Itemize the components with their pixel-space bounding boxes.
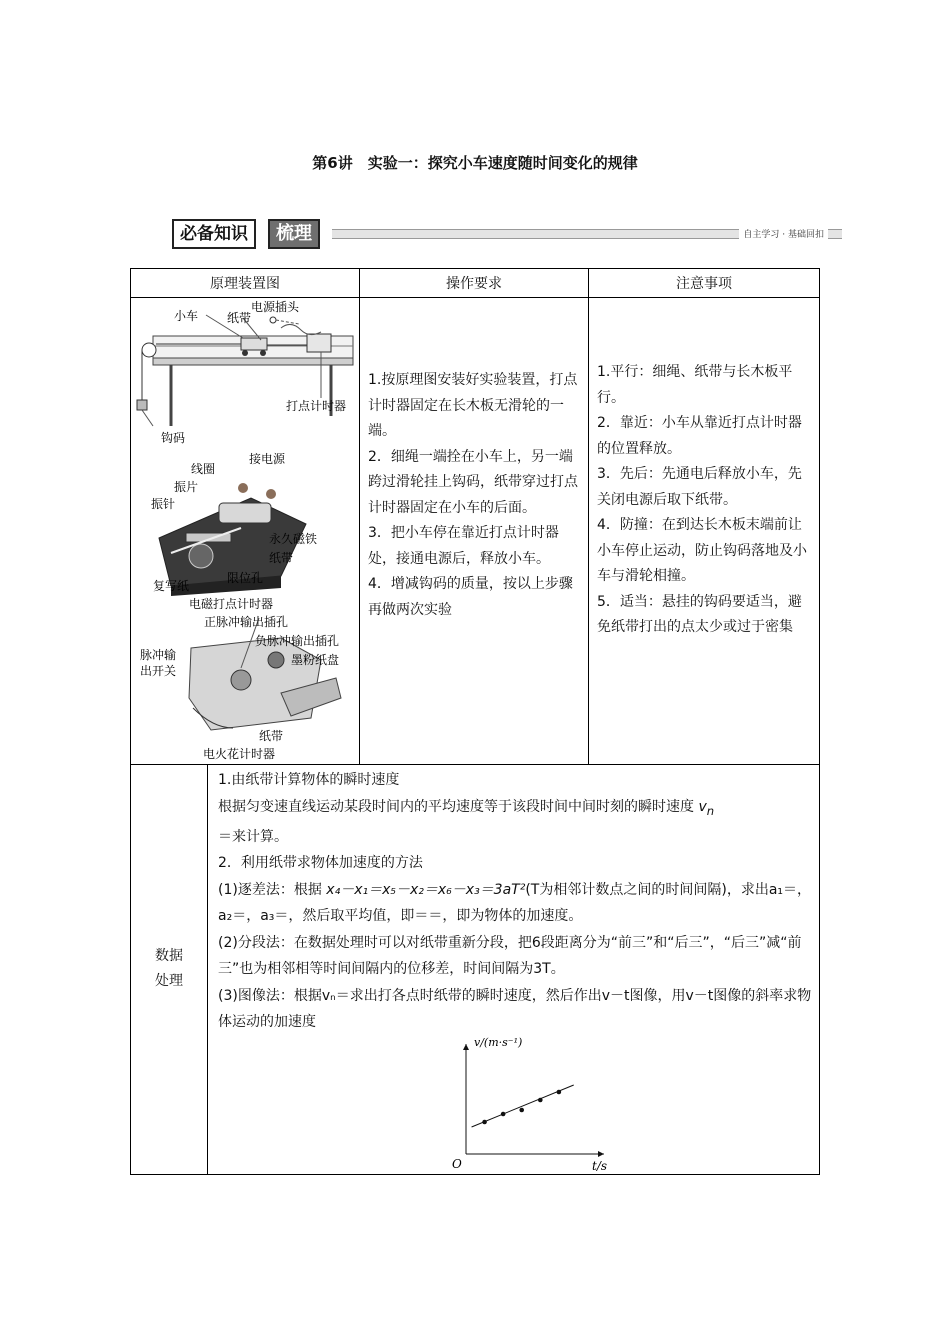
- note-2: 2．靠近：小车从靠近打点计时器的位置释放。: [597, 415, 802, 457]
- data-processing-cell: [208, 765, 820, 1175]
- label-tape: 纸带: [227, 311, 252, 325]
- proc-paragraph-6: (3)图像法：根据vₙ＝求出打各点时纸带的瞬时速度，然后作出v－t图像，用v－t图像的斜率求物体运动的加速度: [218, 987, 812, 1031]
- proc-heading-1: 1.由纸带计算物体的瞬时速度: [218, 772, 400, 788]
- proc-paragraph-2: 根据匀变速直线运动某段时间内的平均速度等于该段时间中间时刻的瞬时速度 $v_n$ ＝来计算。: [218, 798, 715, 845]
- vt-chart-wrap: [218, 1036, 813, 1174]
- operation-cell: [360, 298, 589, 765]
- label-carbon: 复写纸: [153, 579, 190, 593]
- label-vibrating-plate: 振片: [174, 480, 199, 494]
- y-axis-label: v/(m·s⁻¹): [474, 1035, 523, 1049]
- label-ink-disc: 墨粉纸盘: [291, 653, 340, 667]
- label-magnet: 永久磁铁: [269, 532, 318, 546]
- banner-tag: 自主学习 · 基础回扣: [739, 227, 828, 240]
- label-neg-socket: 负脉冲输出插孔: [255, 634, 340, 648]
- label-coil: 线圈: [191, 462, 216, 476]
- proc-paragraph-5: (2)分段法：在数据处理时可以对纸带重新分段，把6段距离分为“前三”和“后三”，“后三”减“前三”也为相邻相等时间间隔内的位移差，时间间隔为3T。: [218, 934, 802, 978]
- data-processing-label-text: 数据 处理: [155, 948, 183, 990]
- x-axis-label: t/s: [592, 1158, 608, 1173]
- notes-cell: [589, 298, 820, 765]
- x-axis-arrow: [598, 1151, 604, 1157]
- page-title: 第6讲 实验一：探究小车速度随时间变化的规律: [312, 154, 638, 172]
- proc-paragraph-4: (1)逐差法：根据 x₄－x₁＝x₅－x₂＝x₆－x₃＝3aT²(T为相邻计数点之间的时间间隔)，求出a₁＝，a₂＝，a₃＝，然后取平均值，即＝＝，即为物体的加速度。: [218, 881, 812, 925]
- y-axis-arrow: [463, 1044, 469, 1050]
- note-5: 5．适当：悬挂的钩码要适当，避免纸带打出的点太少或过于密集: [597, 593, 802, 635]
- data-point: [557, 1089, 562, 1094]
- label-timer: 打点计时器: [286, 399, 347, 413]
- header-notes: 注意事项: [589, 269, 820, 298]
- data-processing-label: [131, 765, 208, 1175]
- banner-label-right: 梳理: [268, 219, 320, 249]
- label-tape-2: 纸带: [269, 551, 294, 565]
- label-car: 小车: [174, 309, 199, 323]
- note-3: 3．先后：先通电后释放小车，先关闭电源后取下纸带。: [597, 466, 802, 508]
- note-1: 1.平行：细绳、纸带与长木板平行。: [597, 364, 793, 406]
- apparatus-figure-cell: [131, 298, 360, 765]
- experiment-table: [130, 268, 820, 1175]
- note-4: 4．防撞：在到达长木板末端前让小车停止运动，防止钩码落地及小车与滑轮相撞。: [597, 517, 807, 584]
- label-em-timer: 电磁打点计时器: [189, 597, 274, 611]
- label-pos-socket: 正脉冲输出插孔: [204, 615, 289, 629]
- banner-label-left: 必备知识: [172, 219, 256, 249]
- data-point: [501, 1111, 506, 1116]
- operation-step-2: 2．细绳一端拴在小车上，另一端跨过滑轮挂上钩码，纸带穿过打点计时器固定在小车的后面。: [368, 448, 578, 516]
- label-spark-timer: 电火花计时器: [203, 747, 276, 761]
- label-weight: 钩码: [161, 431, 186, 445]
- label-pulse-switch-1: 脉冲输: [140, 648, 177, 662]
- data-point: [538, 1097, 543, 1102]
- operation-step-1: 1.按原理图安装好实验装置，打点计时器固定在长木板无滑轮的一端。: [368, 372, 578, 439]
- origin-label: O: [452, 1156, 462, 1171]
- operation-step-4: 4．增减钩码的质量，按以上步骤再做两次实验: [368, 576, 573, 618]
- apparatus-figure: [131, 298, 360, 764]
- label-tape-3: 纸带: [259, 729, 284, 743]
- operation-step-3: 3．把小车停在靠近打点计时器处，接通电源后，释放小车。: [368, 525, 559, 567]
- proc-heading-2: 2．利用纸带求物体加速度的方法: [218, 855, 423, 872]
- data-point: [482, 1119, 487, 1124]
- label-plug: 电源插头: [251, 300, 300, 314]
- label-limit-hole: 限位孔: [227, 571, 264, 585]
- data-point: [519, 1107, 524, 1112]
- header-apparatus: 原理装置图: [131, 269, 360, 298]
- vt-chart: [218, 1036, 818, 1174]
- header-operation: 操作要求: [360, 269, 589, 298]
- label-needle: 振针: [151, 497, 176, 511]
- label-pulse-switch-2: 出开关: [140, 664, 177, 678]
- section-banner: [172, 217, 842, 249]
- label-power: 接电源: [249, 452, 286, 466]
